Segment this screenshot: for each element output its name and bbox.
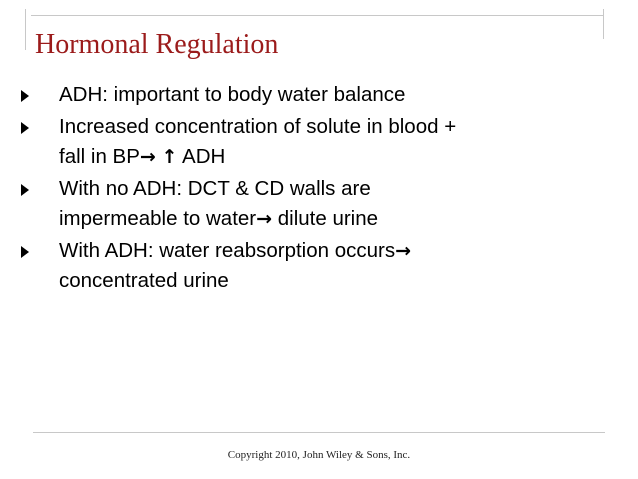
bullet-line: Increased concentration of solute in blood + [59, 115, 457, 138]
bullet-item [18, 236, 618, 296]
bullet-text: impermeable to water [59, 207, 257, 230]
right-arrow-icon: → [139, 146, 156, 168]
bullet-item [18, 174, 618, 234]
left-rule [25, 9, 26, 50]
bullet-line [59, 236, 618, 266]
right-rule [603, 9, 604, 39]
bullet-line: With no ADH: DCT & CD walls are [59, 177, 371, 200]
bullet-line: concentrated urine [59, 269, 229, 292]
up-arrow-icon: ↑ [161, 146, 178, 168]
bottom-rule [33, 432, 605, 433]
bullet-text: With ADH: water reabsorption occurs [59, 239, 396, 262]
bullet-line [59, 204, 618, 234]
right-arrow-icon: → [256, 208, 273, 230]
triangle-bullet-icon [21, 246, 29, 258]
top-rule [31, 15, 603, 16]
bullet-text: ADH [182, 145, 226, 168]
bullet-text: fall in BP [59, 145, 140, 168]
triangle-bullet-icon [21, 184, 29, 196]
bullet-list [18, 80, 618, 298]
footer-copyright: Copyright 2010, John Wiley & Sons, Inc. [227, 449, 411, 461]
slide-title: Hormonal Regulation [35, 29, 279, 60]
bullet-text: dilute urine [277, 207, 379, 230]
bullet-line [59, 142, 618, 172]
triangle-bullet-icon [21, 90, 29, 102]
triangle-bullet-icon [21, 122, 29, 134]
bullet-item [18, 80, 618, 110]
bullet-line: ADH: important to body water balance [59, 83, 406, 106]
bullet-item [18, 112, 618, 172]
right-arrow-icon: → [395, 240, 412, 262]
